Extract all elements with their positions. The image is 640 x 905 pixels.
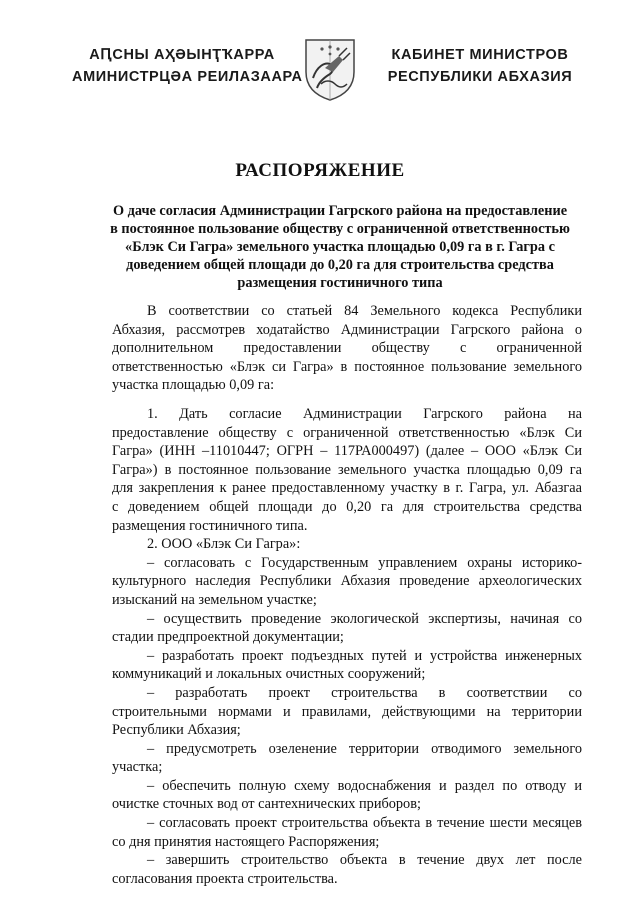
header-russian bbox=[380, 44, 580, 88]
item-2-point-line: изысканий на земельном участке; bbox=[112, 591, 317, 608]
subject-line: размещения гостиничного типа bbox=[237, 275, 443, 291]
item-1-line: для закрепления к ранее предоставленному участку в г. Гагра, ул. Абазгаа bbox=[112, 480, 582, 497]
preamble-line: дополнительном предоставлении обществу с ограниченной bbox=[112, 340, 582, 357]
preamble-line: Абхазия, рассмотрев ходатайство Администрации Гагрского района о bbox=[112, 321, 582, 338]
item-2-point-line: – разработать проект подъездных путей и устройства инженерных bbox=[147, 647, 582, 664]
document-title: РАСПОРЯЖЕНИЕ bbox=[235, 160, 405, 181]
subject-line: доведением общей площади до 0,20 га для строительства средства bbox=[126, 257, 554, 273]
item-2-point-line: коммуникаций и локальных очистных сооружений; bbox=[112, 666, 426, 683]
item-1-line: предоставление обществу с ограниченной ответственностью «Блэк Си bbox=[112, 424, 582, 441]
item-2-point-line: культурного наследия Республики Абхазия проведение археологических bbox=[112, 573, 582, 590]
coat-of-arms-emblem bbox=[303, 38, 357, 102]
item-1-line: 1. Дать согласие Администрации Гагрского района на bbox=[147, 406, 582, 422]
item-2-point-line: стадии предпроектной документации; bbox=[112, 629, 344, 646]
item-2-point-line: – согласовать с Государственным управлением охраны историко- bbox=[147, 554, 582, 571]
item-2-point-line: – осуществить проведение экологической экспертизы, начиная со bbox=[147, 610, 582, 627]
item-1-line: Гагра») в постоянное пользование земельного участка площадью 0,09 га bbox=[112, 461, 582, 478]
preamble-line: участка площадью 0,09 га: bbox=[112, 377, 275, 394]
header-abkhaz-line: АМИНИСТРЦӘА РЕИЛАЗААРА bbox=[72, 69, 303, 85]
item-2-heading: 2. ООО «Блэк Си Гагра»: bbox=[147, 536, 301, 553]
subject-line: О даче согласия Администрации Гагрского района на предоставление bbox=[112, 203, 568, 219]
header-abkhaz-line: АԤСНЫ АҲӘЫНҬҠАРРА bbox=[89, 47, 275, 63]
item-2-point-line: участка; bbox=[112, 759, 163, 776]
header-russian-line: КАБИНЕТ МИНИСТРОВ bbox=[391, 47, 569, 63]
item-2-point-line: Республики Абхазия; bbox=[112, 722, 241, 739]
item-2-point-line: – согласовать проект строительства объекта в течение шести месяцев bbox=[147, 815, 582, 832]
item-1-line: с доведением общей площади до 0,20 га для строительства средства bbox=[112, 498, 582, 515]
document-subject bbox=[100, 202, 580, 292]
preamble-line: ответственностью «Блэк си Гагра» в постоянное пользование земельного bbox=[112, 358, 582, 375]
item-2-point-line: строительными нормами и правилами, действующими на территории bbox=[112, 703, 582, 720]
preamble-paragraph bbox=[112, 302, 582, 395]
preamble-line: В соответствии со статьей 84 Земельного кодекса Республики bbox=[147, 303, 582, 319]
item-2-point-line: – предусмотреть озеленение территории отводимого земельного bbox=[147, 740, 582, 757]
subject-line: в постоянное пользование обществу с ограниченной ответственностью bbox=[110, 221, 570, 237]
item-2-point-line: – обеспечить полную схему водоснабжения и раздел по отводу и bbox=[147, 777, 582, 794]
header-abkhaz bbox=[72, 44, 303, 88]
item-1-paragraph bbox=[112, 405, 582, 888]
item-2-point-line: – завершить строительство объекта в течение двух лет после bbox=[147, 852, 582, 869]
item-2-point-line: очистке сточных вод от сантехнических приборов; bbox=[112, 796, 421, 813]
item-1-line: Гагра» (ИНН –11010447; ОГРН – 117РА000497) (далее – ООО «Блэк Си bbox=[112, 443, 582, 460]
item-2-point-line: со дня принятия настоящего Распоряжения; bbox=[112, 833, 380, 850]
item-1-line: размещения гостиничного типа. bbox=[112, 517, 308, 534]
header-russian-line: РЕСПУБЛИКИ АБХАЗИЯ bbox=[387, 69, 573, 85]
item-2-point-line: согласования проекта строительства. bbox=[112, 870, 338, 887]
item-2-point-line: – разработать проект строительства в соответствии со bbox=[147, 684, 582, 701]
subject-line: «Блэк Си Гагра» земельного участка площадью 0,09 га в г. Гагра с bbox=[125, 239, 555, 255]
